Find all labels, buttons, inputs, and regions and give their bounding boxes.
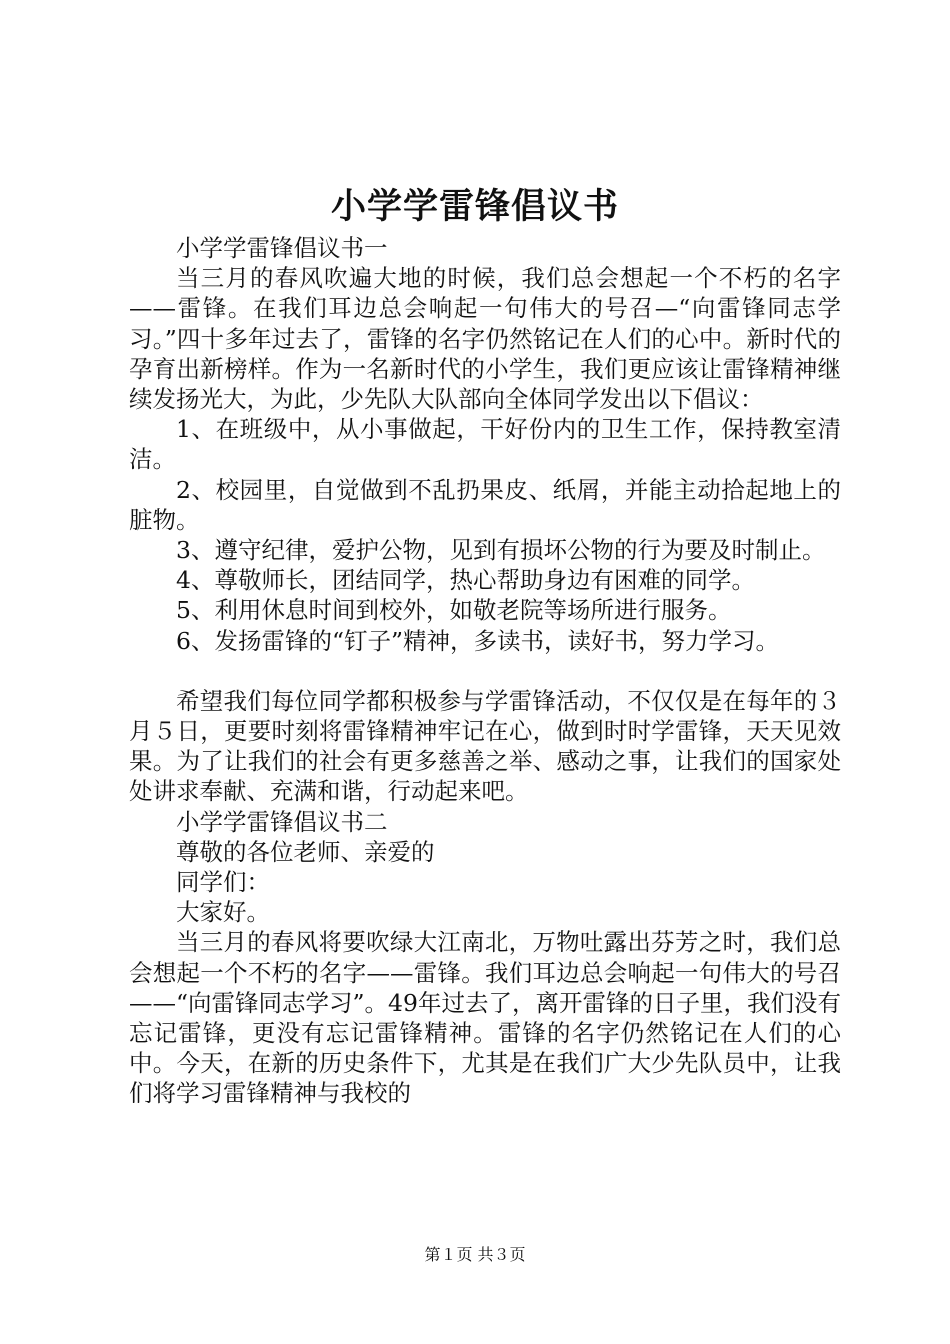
- paragraph-gap: [129, 656, 841, 686]
- section-heading: 小学学雷锋倡议书一: [176, 234, 388, 262]
- document-body: [129, 233, 841, 1109]
- body-paragraph: 当三月的春风吹遍大地的时候，我们总会想起一个不朽的名字——雷锋。在我们耳边总会响起一句伟大的号召—“向雷锋同志学习。”四十多年过去了，雷锋的名字仍然铭记在人们的心中。新时代的孕育出新榜样。作为一名新时代的小学生，我们更应该让雷锋精神继续发扬光大，为此，少先队大队部向全体同学发出以下倡议：: [129, 264, 841, 414]
- document-title: 小学学雷锋倡议书: [330, 186, 619, 227]
- section-heading: 小学学雷锋倡议书二: [176, 807, 388, 836]
- body-paragraph: 希望我们每位同学都积极参与学雷锋活动，不仅仅是在每年的３月５日，更要时刻将雷锋精神牢记在心，做到时时学雷锋，天天见效果。为了让我们的社会有更多慈善之举、感动之事，让我们的国家处处讲求奉献、充满和谐，行动起来吧。: [129, 686, 841, 806]
- list-item: 1、在班级中，从小事做起，干好份内的卫生工作，保持教室清洁。: [129, 415, 841, 474]
- body-paragraph: 当三月的春风将要吹绿大江南北，万物吐露出芬芳之时，我们总会想起一个不朽的名字——雷锋。我们耳边总会响起一句伟大的号召——“向雷锋同志学习”。49年过去了，离开雷锋的日子里，我们没有忘记雷锋，更没有忘记雷锋精神。雷锋的名字仍然铭记在人们的心中。今天，在新的历史条件下，尤其是在我们广大少先队员中，让我们将学习雷锋精神与我校的: [129, 928, 841, 1108]
- list-item: 3、遵守纪律，爱护公物，见到有损坏公物的行为要及时制止。: [176, 536, 826, 565]
- salutation: 同学们：: [176, 868, 270, 897]
- page-footer: 第１页 共３页: [424, 1245, 526, 1264]
- greeting: 大家好。: [176, 898, 270, 927]
- list-item: 6、发扬雷锋的“钉子”精神，多读书，读好书，努力学习。: [176, 626, 779, 655]
- list-item: 5、利用休息时间到校外，如敬老院等场所进行服务。: [176, 596, 732, 625]
- salutation: 尊敬的各位老师、亲爱的: [176, 837, 435, 866]
- list-item: 2、校园里，自觉做到不乱扔果皮、纸屑，并能主动拾起地上的脏物。: [129, 475, 841, 534]
- list-item: 4、尊敬师长，团结同学，热心帮助身边有困难的同学。: [176, 566, 755, 595]
